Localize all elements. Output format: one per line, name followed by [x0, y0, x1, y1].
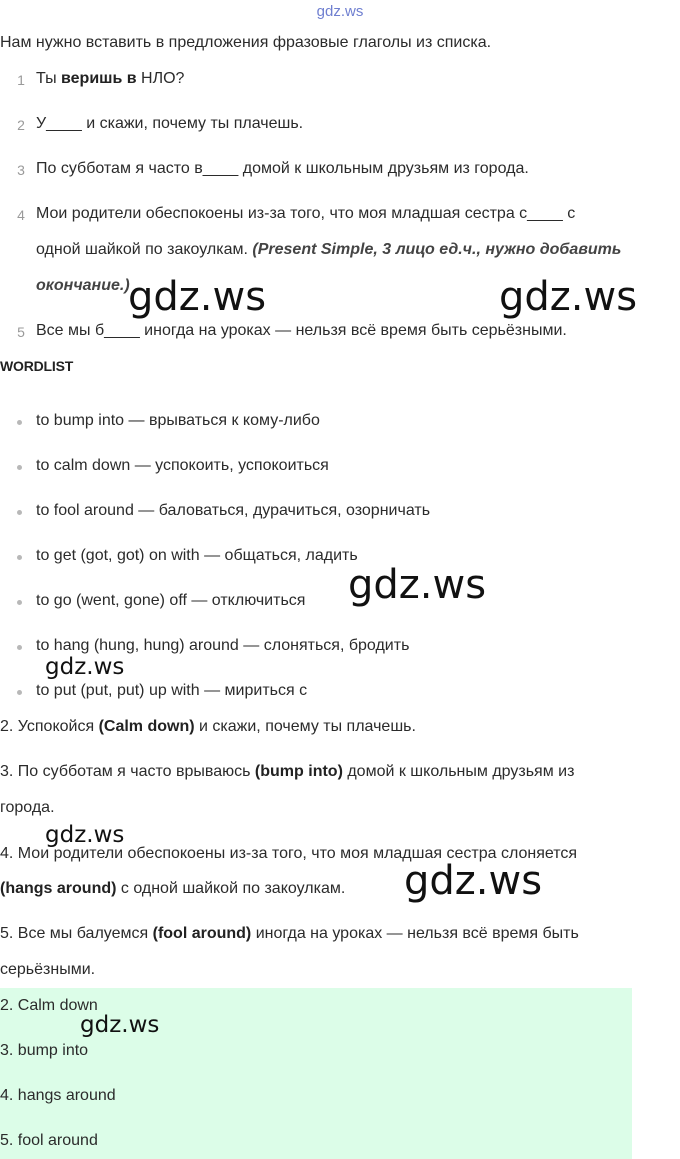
task-number: 5	[17, 324, 25, 340]
answer-5-line2: серьёзными.	[0, 961, 96, 978]
task-number: 3	[17, 162, 25, 178]
watermark: gdz.ws	[499, 274, 638, 320]
summary-line: 3. bump into	[0, 1042, 89, 1059]
wordlist-text: to get (got, got) on with — общаться, ладить	[36, 547, 358, 564]
bullet-icon	[17, 690, 22, 695]
summary-line: 2. Calm down	[0, 997, 98, 1014]
wordlist-text: to calm down — успокоить, успокоиться	[36, 457, 329, 474]
answer-2: 2. Успокойся (Calm down) и скажи, почему ты плачешь.	[0, 718, 416, 735]
task-text: По субботам я часто в____ домой к школьным друзьям из города.	[36, 160, 529, 177]
task-text: У____ и скажи, почему ты плачешь.	[36, 115, 304, 132]
task-number: 4	[17, 207, 25, 223]
top-watermark: gdz.ws	[316, 3, 364, 20]
task-text-line: одной шайкой по закоулкам. (Present Simple, 3 лицо ед.ч., нужно добавить	[36, 241, 622, 258]
answer-3: 3. По субботам я часто врываюсь (bump into) домой к школьным друзьям из	[0, 763, 575, 780]
answer-5: 5. Все мы балуемся (fool around) иногда на уроках — нельзя всё время быть	[0, 925, 579, 942]
watermark: gdz.ws	[348, 562, 487, 608]
watermark: gdz.ws	[45, 654, 125, 680]
wordlist-text: to hang (hung, hung) around — слоняться, бродить	[36, 637, 410, 654]
task-text-line: окончание.)	[36, 277, 130, 294]
bullet-icon	[17, 465, 22, 470]
intro-text: Нам нужно вставить в предложения фразовые глаголы из списка.	[0, 34, 492, 51]
summary-line: 5. fool around	[0, 1132, 98, 1149]
answer-3-line2: города.	[0, 799, 55, 816]
summary-line: 4. hangs around	[0, 1087, 116, 1104]
task-text-line: Мои родители обеспокоены из-за того, что моя младшая сестра с____ с	[36, 205, 576, 222]
bullet-icon	[17, 645, 22, 650]
wordlist-text: to put (put, put) up with — мириться с	[36, 682, 308, 699]
wordlist-text: to bump into — врываться к кому-либо	[36, 412, 320, 429]
watermark: gdz.ws	[404, 858, 543, 904]
wordlist-text: to go (went, gone) off — отключиться	[36, 592, 306, 609]
wordlist-text: to fool around — баловаться, дурачиться, озорничать	[36, 502, 431, 519]
watermark: gdz.ws	[45, 822, 125, 848]
watermark: gdz.ws	[80, 1012, 160, 1038]
bullet-icon	[17, 555, 22, 560]
task-text: Все мы б____ иногда на уроках — нельзя всё время быть серьёзными.	[36, 322, 567, 339]
task-text: Ты веришь в НЛО?	[36, 70, 185, 87]
watermark: gdz.ws	[128, 274, 267, 320]
wordlist-title: WORDLIST	[0, 358, 74, 374]
bullet-icon	[17, 510, 22, 515]
answer-4-line2: (hangs around) с одной шайкой по закоулкам.	[0, 880, 346, 897]
bullet-icon	[17, 600, 22, 605]
task-number: 1	[17, 72, 25, 88]
bullet-icon	[17, 420, 22, 425]
answer-4: 4. Мои родители обеспокоены из-за того, что моя младшая сестра слоняется	[0, 845, 578, 862]
task-number: 2	[17, 117, 25, 133]
